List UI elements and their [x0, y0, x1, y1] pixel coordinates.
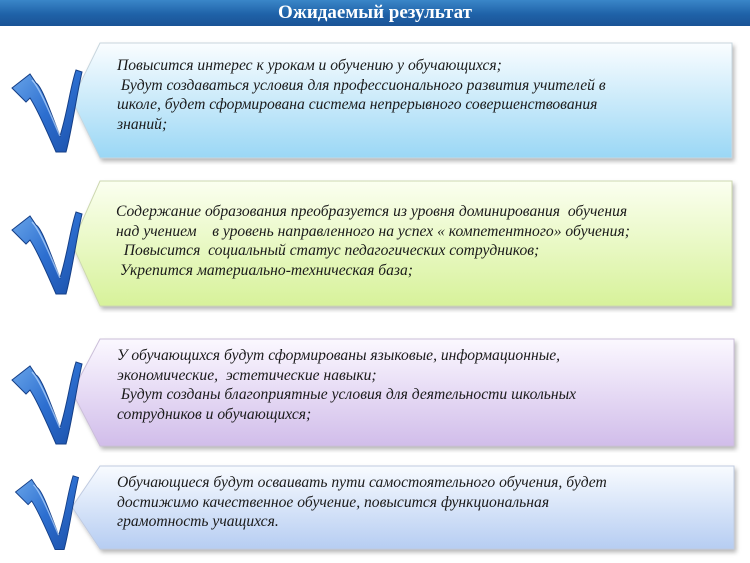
result-item-4 — [0, 463, 750, 558]
text-line: сотрудников и обучающихся; — [117, 405, 312, 423]
text-line: Укрепится материально-техническая база; — [116, 261, 413, 279]
item-text — [116, 202, 630, 280]
text-line: школе, будет сформирована система непрерывного совершенствования — [117, 96, 598, 113]
text-line: достижимо качественное обучение, повысится функциональная — [117, 493, 550, 511]
text-line: знаний; — [117, 115, 168, 133]
item-text — [117, 56, 606, 134]
text-line: Обучающиеся будут осваивать пути самостоятельного обучения, будет — [117, 474, 607, 491]
item-text — [117, 346, 576, 424]
result-item-3 — [0, 336, 750, 453]
text-line: У обучающихся будут сформированы языковые, информационные, — [117, 347, 561, 364]
checkmark-icon — [8, 200, 86, 300]
text-line: экономические, эстетические навыки; — [117, 366, 377, 384]
result-item-2 — [0, 178, 750, 313]
checkmark-icon — [8, 350, 86, 450]
checkmark-icon — [8, 465, 86, 555]
text-line: грамотность учащихся. — [117, 513, 279, 530]
text-line: Повысится социальный статус педагогических сотрудников; — [116, 242, 540, 259]
text-line: Содержание образования преобразуется из уровня доминирования обучения — [116, 203, 628, 220]
checkmark-icon — [8, 58, 86, 158]
text-line: над учением в уровень направленного на успех « компетентного» обучения; — [116, 222, 630, 240]
text-line: Повысится интерес к урокам и обучению у обучающихся; — [117, 57, 502, 74]
text-line: Будут создаваться условия для профессионального развития учителей в — [117, 76, 606, 94]
page-title: Ожидаемый результат — [0, 0, 750, 26]
text-line: Будут созданы благоприятные условия для деятельности школьных — [117, 386, 577, 403]
result-item-1 — [0, 40, 750, 165]
item-text — [117, 473, 607, 532]
